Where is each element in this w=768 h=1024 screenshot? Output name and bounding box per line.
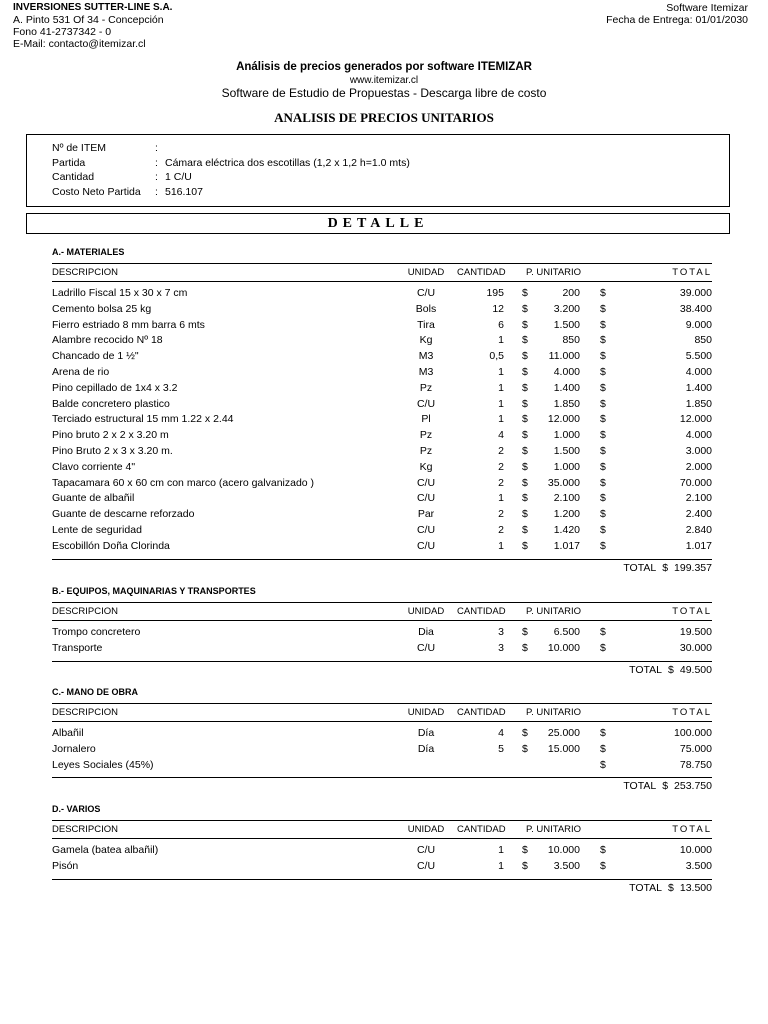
cell-currency: $ [522, 318, 528, 331]
cell-currency: $ [600, 365, 606, 378]
col-cantidad-header: CANTIDAD [457, 606, 506, 617]
cell-currency: $ [600, 397, 606, 410]
cell-cantidad: 2 [498, 444, 504, 457]
section-mano-de-obra [52, 685, 712, 795]
cell-descripcion: Arena de rio [52, 365, 110, 378]
col-unidad-header: UNIDAD [407, 707, 445, 718]
cell-p-unitario: 1.000 [553, 429, 580, 442]
table-row [52, 333, 712, 349]
cell-cantidad: 5 [498, 742, 504, 755]
cell-total: 78.750 [679, 758, 712, 771]
cell-currency: $ [522, 641, 528, 654]
cell-descripcion: Guante de descarne reforzado [52, 508, 195, 521]
cell-unidad: Pz [419, 381, 433, 394]
col-p-unitario-header: P. UNITARIO [526, 707, 582, 718]
cell-cantidad: 1 [498, 492, 504, 505]
cell-total: 5.500 [685, 350, 712, 363]
cell-currency: $ [522, 844, 528, 856]
table-row [52, 428, 712, 444]
cell-unidad: Kg [419, 334, 433, 347]
cell-currency: $ [522, 365, 528, 378]
main-title: Análisis de precios generados por software ITEMIZAR [236, 61, 532, 73]
cell-p-unitario: 3.200 [553, 302, 580, 315]
cell-cantidad: 2 [498, 460, 504, 473]
cell-cantidad: 2 [498, 508, 504, 521]
cell-currency: $ [600, 287, 606, 299]
cell-currency: $ [522, 429, 528, 442]
cell-cantidad: 1 [498, 334, 504, 347]
cell-currency: $ [600, 302, 606, 315]
table-header [52, 820, 712, 839]
company-address: A. Pinto 531 Of 34 - Concepción [13, 14, 164, 26]
cell-total: 2.840 [685, 523, 712, 536]
cell-p-unitario: 1.400 [553, 381, 580, 394]
col-p-unitario-header: P. UNITARIO [526, 267, 582, 278]
cell-total: 12.000 [679, 413, 712, 426]
total-value: 13.500 [679, 881, 712, 894]
cell-currency: $ [522, 727, 528, 739]
cell-p-unitario: 1.200 [553, 508, 580, 521]
cell-unidad: Tira [417, 318, 435, 331]
cell-currency: $ [600, 859, 606, 872]
table-row [52, 381, 712, 397]
table-body [52, 286, 712, 555]
col-total-header: TOTAL [672, 267, 712, 278]
cell-currency: $ [600, 758, 606, 771]
table-row [52, 349, 712, 365]
table-row [52, 742, 712, 758]
cell-unidad: M3 [418, 365, 434, 378]
info-value: 1 C/U [165, 171, 192, 183]
cell-descripcion: Transporte [52, 641, 103, 654]
section-total [52, 559, 712, 577]
col-cantidad-header: CANTIDAD [457, 824, 506, 835]
cell-currency: $ [600, 476, 606, 489]
cell-total: 38.400 [679, 302, 712, 315]
col-descripcion-header: DESCRIPCION [52, 824, 118, 835]
cell-currency: $ [600, 413, 606, 426]
section-title: D.- VARIOS [52, 804, 101, 814]
item-info-box [26, 134, 730, 207]
table-row [52, 365, 712, 381]
cell-descripcion: Alambre recocido Nº 18 [52, 334, 163, 347]
table-row [52, 397, 712, 413]
cell-unidad: C/U [416, 539, 436, 552]
table-body [52, 625, 712, 657]
cell-currency: $ [600, 318, 606, 331]
cell-cantidad: 4 [498, 429, 504, 442]
table-header [52, 263, 712, 282]
info-row-costo [52, 185, 203, 199]
cell-total: 1.400 [685, 381, 712, 394]
total-currency: $ [668, 881, 674, 894]
cell-total: 39.000 [679, 287, 712, 299]
cell-currency: $ [522, 287, 528, 299]
table-header [52, 703, 712, 722]
cell-cantidad: 2 [498, 523, 504, 536]
cell-currency: $ [600, 641, 606, 654]
cell-descripcion: Pino Bruto 2 x 3 x 3.20 m. [52, 444, 173, 457]
cell-unidad: C/U [416, 859, 436, 872]
cell-currency: $ [522, 539, 528, 552]
cell-p-unitario: 12.000 [547, 413, 580, 426]
cell-unidad: Par [417, 508, 435, 521]
cell-unidad: Bols [415, 302, 437, 315]
cell-descripcion: Trompo concretero [52, 626, 141, 638]
info-separator: : [155, 142, 158, 154]
cell-currency: $ [600, 381, 606, 394]
cell-currency: $ [522, 381, 528, 394]
cell-p-unitario: 35.000 [547, 476, 580, 489]
cell-cantidad: 2 [498, 476, 504, 489]
cell-currency: $ [522, 626, 528, 638]
subtitle: Software de Estudio de Propuestas - Descarga libre de costo [221, 86, 547, 100]
table-body [52, 726, 712, 773]
cell-descripcion: Chancado de 1 ½" [52, 350, 139, 363]
cell-cantidad: 1 [498, 381, 504, 394]
table-row [52, 726, 712, 742]
cell-total: 30.000 [679, 641, 712, 654]
cell-descripcion: Guante de albañil [52, 492, 135, 505]
info-label: Partida [52, 157, 86, 169]
section-materiales [52, 245, 712, 577]
table-row [52, 539, 712, 555]
cell-descripcion: Gamela (batea albañil) [52, 844, 159, 856]
col-unidad-header: UNIDAD [407, 267, 445, 278]
website-link[interactable]: www.itemizar.cl [349, 75, 419, 86]
cell-currency: $ [522, 523, 528, 536]
cell-currency: $ [522, 508, 528, 521]
cell-currency: $ [522, 742, 528, 755]
cell-unidad: Día [417, 742, 435, 755]
col-descripcion-header: DESCRIPCION [52, 606, 118, 617]
col-unidad-header: UNIDAD [407, 824, 445, 835]
cell-total: 4.000 [685, 429, 712, 442]
cell-total: 100.000 [674, 727, 712, 739]
cell-cantidad: 1 [498, 413, 504, 426]
cell-currency: $ [600, 444, 606, 457]
cell-cantidad: 1 [498, 859, 504, 872]
cell-cantidad: 1 [498, 539, 504, 552]
table-row [52, 625, 712, 641]
cell-currency: $ [522, 492, 528, 505]
cell-p-unitario: 2.100 [553, 492, 580, 505]
cell-p-unitario: 11.000 [548, 350, 580, 363]
cell-total: 10.000 [679, 844, 712, 856]
total-value: 199.357 [674, 561, 712, 574]
cell-unidad: Pz [419, 444, 433, 457]
cell-currency: $ [600, 727, 606, 739]
cell-descripcion: Escobillón Doña Clorinda [52, 539, 170, 552]
table-row [52, 507, 712, 523]
section-total [52, 879, 712, 897]
info-separator: : [155, 157, 158, 169]
cell-unidad: C/U [416, 397, 436, 410]
cell-p-unitario: 4.000 [553, 365, 580, 378]
cell-descripcion: Pino bruto 2 x 2 x 3.20 m [52, 429, 169, 442]
cell-unidad: Pl [421, 413, 431, 426]
table-row [52, 302, 712, 318]
col-total-header: TOTAL [672, 824, 712, 835]
cell-unidad: C/U [416, 523, 436, 536]
cell-currency: $ [600, 460, 606, 473]
document-meta [606, 2, 748, 26]
cell-p-unitario: 850 [562, 334, 580, 347]
col-cantidad-header: CANTIDAD [457, 267, 506, 278]
cell-total: 2.100 [685, 492, 712, 505]
info-value: 516.107 [165, 186, 203, 198]
cell-currency: $ [600, 508, 606, 521]
cell-currency: $ [522, 444, 528, 457]
info-row-item [52, 141, 165, 155]
section-title: B.- EQUIPOS, MAQUINARIAS Y TRANSPORTES [52, 586, 256, 596]
cell-total: 3.000 [685, 444, 712, 457]
cell-cantidad: 195 [486, 287, 504, 299]
company-name: INVERSIONES SUTTER-LINE S.A. [13, 2, 173, 13]
cell-p-unitario: 10.000 [547, 844, 580, 856]
cell-total: 1.850 [685, 397, 712, 410]
section-title: A.- MATERIALES [52, 247, 125, 257]
section-varios [52, 802, 712, 897]
table-row [52, 444, 712, 460]
cell-currency: $ [600, 429, 606, 442]
cell-total: 3.500 [685, 859, 712, 872]
cell-currency: $ [522, 302, 528, 315]
table-row [52, 491, 712, 507]
table-header [52, 602, 712, 621]
table-body [52, 843, 712, 875]
cell-currency: $ [600, 492, 606, 505]
cell-currency: $ [600, 539, 606, 552]
cell-p-unitario: 1.017 [553, 539, 580, 552]
col-total-header: TOTAL [672, 606, 712, 617]
cell-total: 9.000 [685, 318, 712, 331]
cell-total: 1.017 [685, 539, 712, 552]
table-row [52, 286, 712, 302]
cell-total: 2.000 [685, 460, 712, 473]
cell-descripcion: Terciado estructural 15 mm 1.22 x 2.44 [52, 413, 234, 426]
cell-cantidad: 3 [498, 641, 504, 654]
cell-currency: $ [600, 844, 606, 856]
cell-descripcion: Leyes Sociales (45%) [52, 758, 154, 771]
cell-descripcion: Ladrillo Fiscal 15 x 30 x 7 cm [52, 287, 188, 299]
info-separator: : [155, 171, 158, 183]
col-p-unitario-header: P. UNITARIO [526, 824, 582, 835]
cell-total: 4.000 [685, 365, 712, 378]
cell-unidad: C/U [416, 476, 436, 489]
table-row [52, 843, 712, 859]
table-row [52, 476, 712, 492]
cell-p-unitario: 1.000 [553, 460, 580, 473]
cell-currency: $ [522, 397, 528, 410]
table-row [52, 523, 712, 539]
table-row [52, 859, 712, 875]
cell-total: 850 [694, 334, 712, 347]
delivery-date: Fecha de Entrega: 01/01/2030 [606, 14, 748, 26]
cell-total: 19.500 [679, 626, 712, 638]
detail-title: DETALLE [26, 213, 730, 234]
cell-currency: $ [522, 476, 528, 489]
cell-unidad: Dia [418, 626, 434, 638]
col-cantidad-header: CANTIDAD [457, 707, 506, 718]
cell-currency: $ [522, 859, 528, 872]
total-currency: $ [662, 561, 669, 574]
cell-unidad: M3 [418, 350, 434, 363]
cell-unidad: Día [417, 727, 435, 739]
cell-descripcion: Cemento bolsa 25 kg [52, 302, 152, 315]
cell-cantidad: 1 [498, 844, 504, 856]
cell-unidad: C/U [416, 844, 436, 856]
cell-currency: $ [600, 742, 606, 755]
cell-total: 70.000 [679, 476, 712, 489]
cell-p-unitario: 200 [562, 287, 580, 299]
cell-unidad: Pz [419, 429, 433, 442]
cell-descripcion: Lente de seguridad [52, 523, 142, 536]
table-row [52, 641, 712, 657]
table-row [52, 460, 712, 476]
cell-cantidad: 12 [492, 302, 504, 315]
section-total [52, 661, 712, 679]
total-label: TOTAL [629, 663, 663, 676]
info-label: Costo Neto Partida [52, 186, 141, 198]
cell-p-unitario: 25.000 [547, 727, 580, 739]
cell-cantidad: 3 [498, 626, 504, 638]
cell-descripcion: Pino cepillado de 1x4 x 3.2 [52, 381, 178, 394]
cell-currency: $ [600, 523, 606, 536]
cell-currency: $ [522, 413, 528, 426]
cell-p-unitario: 1.420 [553, 523, 580, 536]
col-descripcion-header: DESCRIPCION [52, 707, 118, 718]
cell-unidad: Kg [419, 460, 433, 473]
total-label: TOTAL [623, 561, 657, 574]
cell-total: 75.000 [679, 742, 712, 755]
cell-descripcion: Albañil [52, 727, 84, 739]
total-currency: $ [668, 663, 674, 676]
cell-currency: $ [600, 626, 606, 638]
total-currency: $ [662, 780, 669, 793]
company-phone: Fono 41-2737342 - 0 [13, 26, 112, 38]
cell-p-unitario: 10.000 [547, 641, 580, 654]
cell-descripcion: Tapacamara 60 x 60 cm con marco (acero galvanizado ) [52, 476, 315, 489]
cell-cantidad: 1 [498, 365, 504, 378]
cell-unidad: C/U [416, 492, 436, 505]
cell-descripcion: Clavo corriente 4" [52, 460, 136, 473]
software-name: Software Itemizar [666, 2, 748, 14]
cell-cantidad: 0,5 [489, 350, 504, 363]
cell-cantidad: 1 [498, 397, 504, 410]
cell-p-unitario: 1.500 [553, 444, 580, 457]
section-total [52, 777, 712, 795]
cell-p-unitario: 15.000 [547, 742, 580, 755]
table-row [52, 412, 712, 428]
info-separator: : [155, 186, 158, 198]
cell-currency: $ [522, 460, 528, 473]
table-row [52, 758, 712, 774]
section-title: C.- MANO DE OBRA [52, 687, 138, 697]
cell-total: 2.400 [685, 508, 712, 521]
cell-descripcion: Balde concretero plastico [52, 397, 170, 410]
table-row [52, 318, 712, 334]
cell-unidad: C/U [416, 287, 436, 299]
info-value: Cámara eléctrica dos escotillas (1,2 x 1,2 h=1.0 mts) [165, 157, 410, 169]
total-label: TOTAL [629, 881, 663, 894]
section-equipos [52, 584, 712, 679]
cell-unidad: C/U [416, 641, 436, 654]
total-value: 49.500 [679, 663, 712, 676]
col-unidad-header: UNIDAD [407, 606, 445, 617]
page-heading: ANALISIS DE PRECIOS UNITARIOS [274, 110, 494, 125]
cell-currency: $ [600, 334, 606, 347]
cell-p-unitario: 6.500 [553, 626, 580, 638]
cell-p-unitario: 1.500 [553, 318, 580, 331]
cell-descripcion: Pisón [52, 859, 79, 872]
cell-currency: $ [600, 350, 606, 363]
col-total-header: TOTAL [672, 707, 712, 718]
total-value: 253.750 [674, 780, 712, 793]
col-p-unitario-header: P. UNITARIO [526, 606, 582, 617]
cell-cantidad: 4 [498, 727, 504, 739]
col-descripcion-header: DESCRIPCION [52, 267, 118, 278]
cell-currency: $ [522, 350, 528, 363]
cell-descripcion: Jornalero [52, 742, 96, 755]
info-label: Cantidad [52, 171, 95, 183]
cell-cantidad: 6 [498, 318, 504, 331]
company-email: E-Mail: contacto@itemizar.cl [13, 38, 146, 50]
info-row-partida [52, 156, 410, 170]
info-label: Nº de ITEM [52, 142, 107, 154]
cell-descripcion: Fierro estriado 8 mm barra 6 mts [52, 318, 205, 331]
total-label: TOTAL [623, 780, 657, 793]
company-block [13, 2, 172, 50]
cell-p-unitario: 1.850 [553, 397, 580, 410]
info-row-cantidad [52, 170, 192, 184]
cell-currency: $ [522, 334, 528, 347]
cell-p-unitario: 3.500 [553, 859, 580, 872]
